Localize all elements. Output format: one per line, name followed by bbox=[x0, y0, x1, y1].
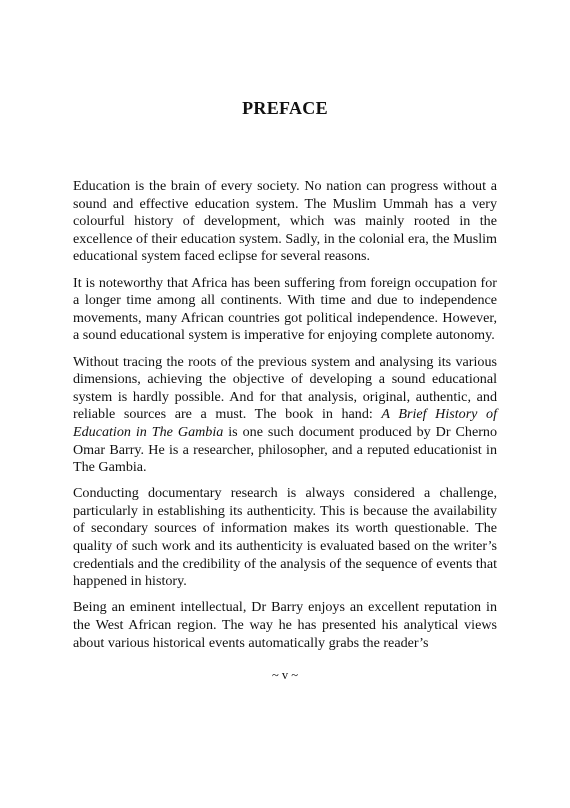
book-title-italic: A Brief History of Education in The Gambia bbox=[73, 406, 497, 440]
page-number: ~ v ~ bbox=[271, 668, 299, 682]
paragraph-4: Conducting documentary research is always considered a challenge, particularly in establishing its authenticity. This is because the availability of secondary sources of information makes its worth questionable. The quality of such work and its authenticity is evaluated based on the writer’s credentials and the credibility of the analysis of the sequence of events that happened in history. bbox=[73, 485, 497, 590]
preface-body bbox=[73, 178, 497, 661]
paragraph-1: Education is the brain of every society. No nation can progress without a sound and effective education system. The Muslim Ummah has a very colourful history of development, which was mainly rooted in the excellence of their education system. Sadly, in the colonial era, the Muslim educational system faced eclipse for several reasons. bbox=[73, 178, 497, 265]
paragraph-3-text-before: Without tracing the roots of the previous system and analysing its various dimensions, achieving the objective of developing a sound educational system is hardly possible. And for that analysis, original, authentic, and reliable sources are a must. The book in hand: bbox=[73, 353, 497, 423]
paragraph-5: Being an eminent intellectual, Dr Barry enjoys an excellent reputation in the West African region. The way he has presented his analytical views about various historical events automatically grabs the reader’s bbox=[73, 599, 497, 651]
page-title: PREFACE bbox=[242, 98, 328, 118]
paragraph-2: It is noteworthy that Africa has been suffering from foreign occupation for a longer time among all continents. With time and due to independence movements, many African countries got political independence. However, a sound educational system is imperative for enjoying complete autonomy. bbox=[73, 274, 497, 344]
paragraph-3-text-after: is one such document produced by Dr Cherno Omar Barry. He is a researcher, philosopher, and a reputed educationist in The Gambia. bbox=[73, 423, 497, 476]
paragraph-3 bbox=[73, 354, 497, 477]
